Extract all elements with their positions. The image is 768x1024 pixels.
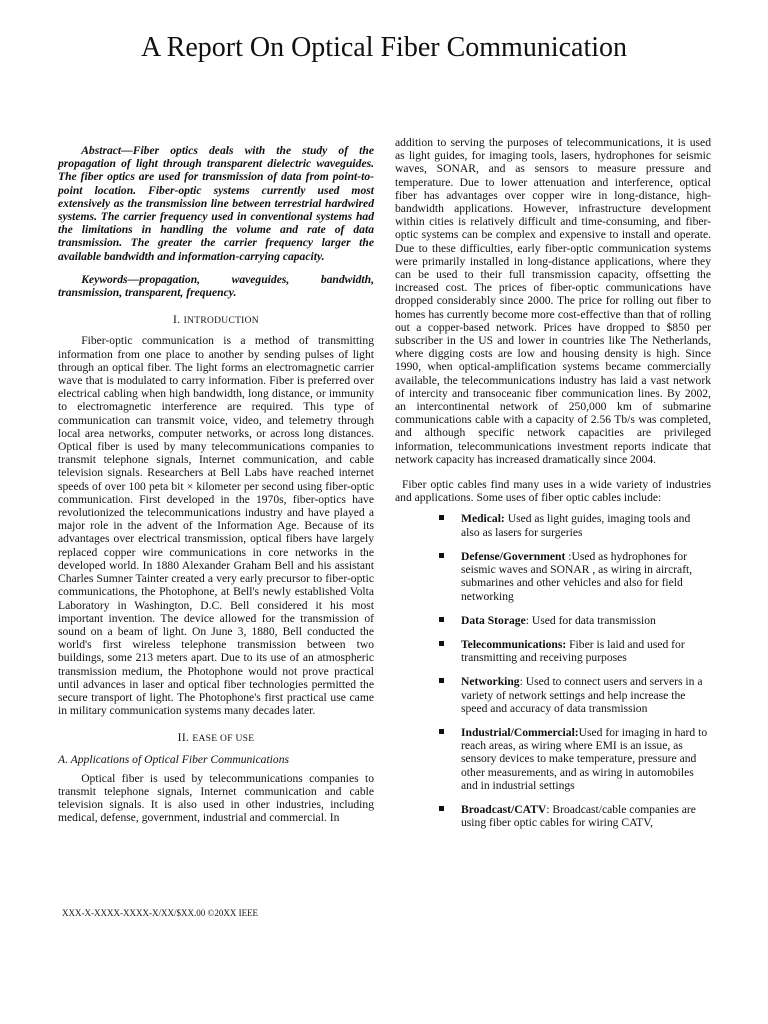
use-text: : Used for data transmission (525, 613, 656, 627)
left-column (58, 130, 374, 825)
applications-paragraph-start: Optical fiber is used by telecommunications companies to transmit telephone signals, Internet communication and cable television signals. It is also used in other industries, including medical, defense, government, industrial and commercial. In (58, 771, 374, 825)
list-item (395, 512, 711, 538)
uses-intro: Fiber optic cables find many uses in a wide variety of industries and applications. Some uses of fiber optic cables include: (395, 478, 711, 505)
use-text: :Used as hydrophones for seismic waves and SONAR , as wiring in aircraft, submarines and other vehicles and also for field networking (461, 549, 693, 603)
list-item (395, 726, 711, 792)
bullet-icon (439, 678, 444, 683)
subsection-heading: A. Applications of Optical Fiber Communications (58, 752, 290, 766)
section-heading-ease-of-use (58, 731, 374, 746)
section-title: EASE OF USE (192, 734, 255, 745)
use-label: Broadcast/CATV (461, 802, 547, 816)
copyright-footer: XXX-X-XXXX-XXXX-X/XX/$XX.00 ©20XX IEEE (62, 908, 259, 918)
use-label: Industrial/Commercial: (461, 725, 579, 739)
bullet-icon (439, 641, 444, 646)
bullet-icon (439, 617, 444, 622)
list-item (395, 550, 711, 603)
use-text: : Used to connect users and servers in a variety of network settings and help increase the speed and accuracy of data transmission (461, 675, 703, 715)
use-text: Used for imaging in hard to reach areas, as wiring where EMI is an issue, as sensory devices to make temperature, pressure and other measurements, and as wiring in automobiles and in industrial settings (461, 725, 708, 792)
abstract: Abstract—Fiber optics deals with the study of the propagation of light through transparent dielectric waveguides. The fiber optics are used for transmission of data from point-to-point location. Fiber-optic systems currently used most extensively as the transmission line between terrestrial hardwired systems. The carrier frequency used in conventional systems had the limitations in handling the volume and rate of data transmission. The greater the carrier frequency larger the available bandwidth and information-carrying capacity. (58, 144, 374, 263)
use-label: Medical: (461, 512, 505, 526)
bullet-icon (439, 515, 444, 520)
uses-list (395, 512, 711, 829)
list-item (395, 638, 711, 664)
section-number: I. (173, 313, 181, 327)
section-heading-introduction (58, 313, 374, 328)
list-item (395, 675, 711, 715)
use-label: Defense/Government (461, 549, 566, 563)
use-label: Networking (461, 675, 520, 689)
keywords: Keywords—propagation, waveguides, bandwidth, transmission, transparent, frequency. (58, 272, 374, 300)
list-item (395, 803, 711, 829)
use-text: : Broadcast/cable companies are using fiber optic cables for wiring CATV, (461, 802, 696, 830)
list-item (395, 614, 711, 627)
section-title: INTRODUCTION (183, 316, 259, 327)
bullet-icon (439, 729, 444, 734)
section-number: II. (177, 731, 190, 745)
use-text: Used as light guides, imaging tools and also as lasers for surgeries (461, 512, 691, 539)
use-text: Fiber is laid and used for transmitting and receiving purposes (461, 637, 685, 665)
use-label: Data Storage (461, 613, 526, 627)
introduction-paragraph: Fiber-optic communication is a method of transmitting information from one place to another by sending pulses of light through an optical fiber. The light forms an electromagnetic carrier wave that is modulated to carry information. Fiber is preferred over electrical cabling when high bandwidth, long distance, or immunity to electromagnetic interference are required. This type of communication can transmit voice, video, and telemetry through local area networks, computer networks, or across long distances. Optical fiber is used by many telecommunications companies to transmit telephone signals, Internet communication, and cable television signals. Researchers at Bell Labs have reached internet speeds of over 100 peta bit × kilometer per second using fiber-optic communication. First developed in the 1970s, fiber-optics have revolutionized the telecommunications industry and have played a major role in the advent of the Information Age. Because of its advantages over electrical transmission, optical fibers have largely replaced copper wire communications in core networks in the developed world. In 1880 Alexander Graham Bell and his assistant Charles Sumner Tainter created a very early precursor to fiber-optic communications, the Photophone, at Bell's newly established Volta Laboratory in Washington, D.C. Bell considered it his most important invention. The device allowed for the transmission of sound on a beam of light. On June 3, 1880, Bell conducted the world's first wireless telephone transmission between two buildings, some 213 meters apart. Due to its use of an atmospheric transmission medium, the Photophone would not prove practical until advances in laser and optical fiber technologies permitted the secure transport of light. The Photophone's first practical use came in military communication systems many decades later. (58, 334, 374, 718)
right-column (395, 136, 711, 840)
applications-paragraph-continued: addition to serving the purposes of telecommunications, it is used as light guides, for imaging tools, lasers, hydrophones for seismic waves, SONAR, and as sensors to measure pressure and temperature. Due to lower attenuation and interference, optical fiber has advantages over copper wire in long-distance, high-bandwidth applications. However, infrastructure development within cities is relatively difficult and time-consuming, and fiber-optic systems can be complex and expensive to install and operate. Due to these difficulties, early fiber-optic communication systems were primarily installed in long-distance applications, where they can be used to their full transmission capacity, offsetting the increased cost. The prices of fiber-optic communications have dropped considerably since 2000. The price for rolling out fiber to homes has currently become more cost-effective than that of rolling out a copper-based network. Prices have dropped to $850 per subscriber in the US and lower in countries like The Netherlands, where digging costs are low and housing density is high. Since 1990, when optical-amplification systems became commercially available, the telecommunications industry has laid a vast network of intercity and transoceanic fiber communication lines. By 2002, an intercontinental network of 250,000 km of submarine communications cable with a capacity of 2.56 Tb/s was completed, and although specific network capacities are privileged information, telecommunications investment reports indicate that network capacity has increased dramatically since 2004. (395, 136, 711, 466)
paper-title: A Report On Optical Fiber Communication (140, 32, 628, 63)
bullet-icon (439, 806, 444, 811)
use-label: Telecommunications: (461, 637, 567, 651)
bullet-icon (439, 553, 444, 558)
